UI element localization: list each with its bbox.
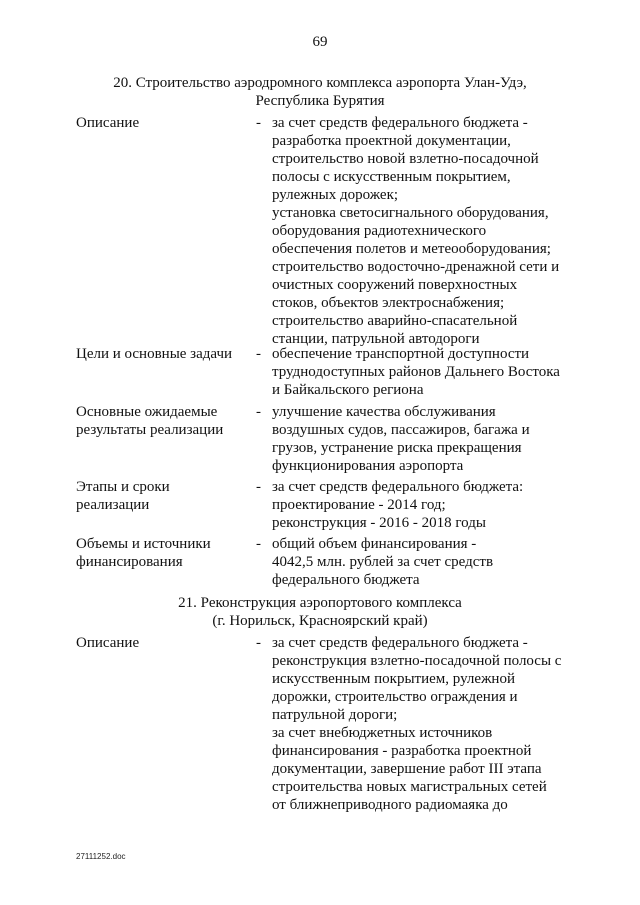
section-21-title-line1: 21. Реконструкция аэропортового комплекса [178,595,462,611]
section-21-title-line2: (г. Норильск, Красноярский край) [212,613,428,629]
row-value: за счет средств федерального бюджета: проектирование - 2014 год; реконструкция - 2016 - 2018 годы [272,479,524,531]
row-value: за счет средств федерального бюджета - разработка проектной документации, строительство новой взлетно-посадочной полосы с искусственным покрытием, рулежных дорожек; установка светосигнального оборудования, оборудования радиотехнического обеспечения полетов и метеооборудования; строительство водосточно-дренажной сети и очистных сооружений поверхностных стоков, объектов электроснабжения; строительство аварийно-спасательной станции, патрульной автодороги [272,115,560,347]
row-dash: - [256,635,261,651]
section-20-title [0,74,640,110]
section-20-title-line2: Республика Бурятия [255,93,385,109]
row-dash: - [256,536,261,552]
page-number: 69 [312,34,328,50]
section-20-title-line1: 20. Строительство аэродромного комплекса аэропорта Улан-Удэ, [113,75,527,91]
row-label: Цели и основные задачи [76,346,233,362]
row-label: Описание [76,635,140,651]
row-dash: - [256,346,261,362]
row-dash: - [256,404,261,420]
row-label: Основные ожидаемые результаты реализации [76,404,224,438]
row-dash: - [256,479,261,495]
row-value: обеспечение транспортной доступности труднодоступных районов Дальнего Востока и Байкальского региона [272,346,560,398]
document-filename: 27111252.doc [76,852,126,861]
row-label: Описание [76,115,140,131]
row-label: Этапы и сроки реализации [76,479,170,513]
row-value: за счет средств федерального бюджета - реконструкция взлетно-посадочной полосы с искусственным покрытием, рулежной дорожки, строительство ограждения и патрульной дороги; за счет внебюджетных источников финансирования - разработка проектной документации, завершение работ III этапа строительства новых магистральных сетей от ближнеприводного радиомаяка до [272,635,562,813]
row-dash: - [256,115,261,131]
row-value: улучшение качества обслуживания воздушных судов, пассажиров, багажа и грузов, устранение риска прекращения функционирования аэропорта [272,404,530,474]
row-value: общий объем финансирования - 4042,5 млн. рублей за счет средств федерального бюджета [272,536,494,588]
section-21-title [0,594,640,630]
row-label: Объемы и источники финансирования [76,536,211,570]
